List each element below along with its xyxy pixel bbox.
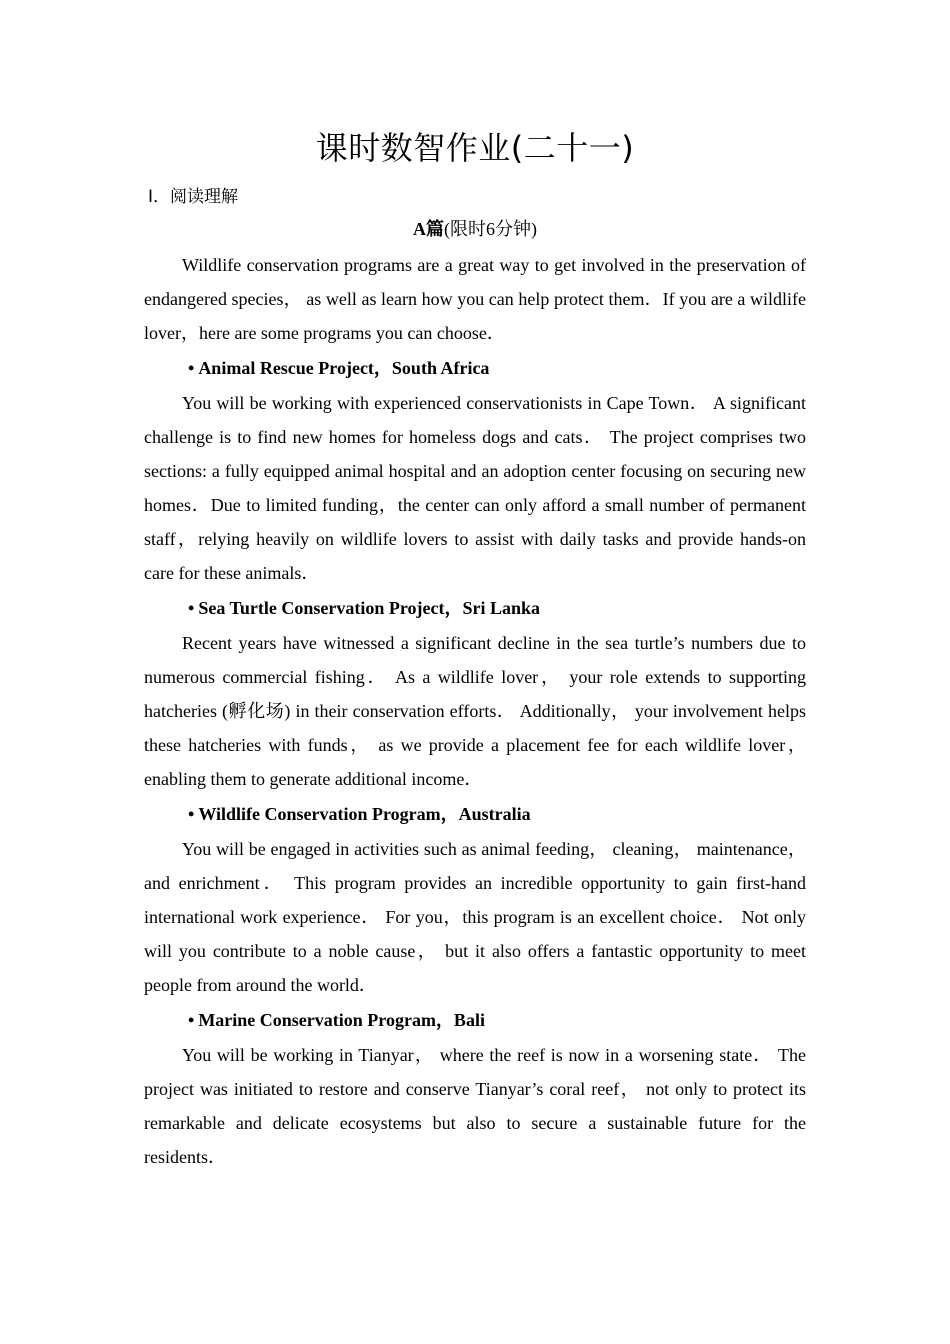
program-heading-sea-turtle bbox=[188, 591, 806, 625]
bullet-icon: • bbox=[188, 598, 195, 618]
program-paragraph-sea-turtle: Recent years have witnessed a significant decline in the sea turtle’s numbers due to numerous commercial fishing． As a wildlife lover， your role extends to supporting hatcheries (孵化场) in their conservation efforts． Additionally， your involvement helps these hatcheries with funds， as we provide a placement fee for each wildlife lover，enabling them to generate additional income． bbox=[144, 633, 806, 789]
program-heading-text: Animal Rescue Project，South Africa bbox=[198, 358, 490, 378]
bullet-icon: • bbox=[188, 358, 195, 378]
program-heading-text: Wildlife Conservation Program，Australia bbox=[198, 804, 531, 824]
program-heading-text: Marine Conservation Program，Bali bbox=[198, 1010, 485, 1030]
document-content bbox=[144, 122, 806, 1174]
program-paragraph-animal-rescue: You will be working with experienced conservationists in Cape Town． A significant challenge is to find new homes for homeless dogs and cats． The project comprises two sections: a fully equipped animal hospital and an adoption center focusing on securing new homes．Due to limited funding，the center can only afford a small number of permanent staff，relying heavily on wildlife lovers to assist with daily tasks and provide hands-on care for these animals． bbox=[144, 393, 806, 583]
bullet-icon: • bbox=[188, 1010, 195, 1030]
program-paragraph-wildlife-australia: You will be engaged in activities such as animal feeding， cleaning， maintenance， and enrichment． This program provides an incredible opportunity to gain first-hand international work experience． For you，this program is an excellent choice． Not only will you contribute to a noble cause， but it also offers a fantastic opportunity to meet people from around the world． bbox=[144, 839, 806, 995]
program-heading-animal-rescue bbox=[188, 351, 806, 385]
program-paragraph-marine-bali: You will be working in Tianyar， where the reef is now in a worsening state． The project was initiated to restore and conserve Tianyar’s coral reef， not only to protect its remarkable and delicate ecosystems but also to secure a sustainable future for the residents． bbox=[144, 1045, 806, 1167]
program-heading-marine-bali bbox=[188, 1003, 806, 1037]
bullet-icon: • bbox=[188, 804, 195, 824]
program-heading-text: Sea Turtle Conservation Project，Sri Lanka bbox=[198, 598, 540, 618]
section-heading: Ⅰ．阅读理解 bbox=[148, 187, 239, 207]
page-title: 课时数智作业(二十一) bbox=[315, 129, 635, 167]
intro-paragraph: Wildlife conservation programs are a great way to get involved in the preservation of endangered species， as well as learn how you can help protect them．If you are a wildlife lover，here are some programs you can choose． bbox=[144, 255, 806, 343]
passage-heading bbox=[144, 216, 806, 242]
passage-label: A篇 bbox=[413, 219, 444, 239]
program-heading-wildlife-australia bbox=[188, 797, 806, 831]
passage-time-note: (限时6分钟) bbox=[444, 219, 537, 239]
